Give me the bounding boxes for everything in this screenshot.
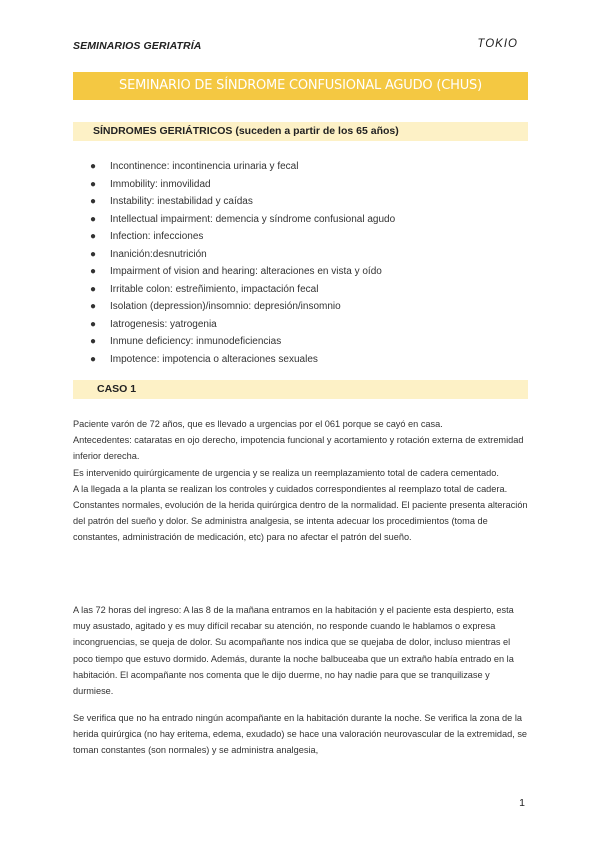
list-item <box>90 263 395 281</box>
list-item-text: Impotence: impotencia o alteraciones sexuales <box>110 353 318 365</box>
bullet-icon: ● <box>90 353 97 365</box>
list-item <box>90 298 395 316</box>
list-item-text: Incontinence: incontinencia urinaria y fecal <box>110 161 299 172</box>
bullet-icon: ● <box>90 283 97 295</box>
list-item <box>90 246 395 264</box>
list-item <box>90 351 395 369</box>
section-heading-sindromes: SÍNDROMES GERIÁTRICOS (suceden a partir de los 65 años) <box>73 122 528 141</box>
list-item <box>90 158 395 176</box>
bullet-icon: ● <box>90 266 97 277</box>
list-item-text: Intellectual impairment: demencia y síndrome confusional agudo <box>110 213 396 225</box>
bullet-icon: ● <box>90 161 97 172</box>
bullet-icon: ● <box>90 231 97 242</box>
list-item <box>90 228 395 246</box>
list-item-text: Isolation (depression)/insomnio: depresión/insomnio <box>110 301 341 312</box>
section-heading-caso-1: CASO 1 <box>73 380 528 399</box>
list-item <box>90 316 395 334</box>
list-item-text: Impairment of vision and hearing: alteraciones en vista y oído <box>110 266 382 277</box>
case-paragraph-intro: Paciente varón de 72 años, que es llevado a urgencias por el 061 porque se cayó en casa. Antecedentes: cataratas en ojo derecho, impotencia funcional y acortamiento y rotación externa de extremidad inferior derecha. Es intervenido quirúrgicamente de urgencia y se realiza un reemplazamiento total de cadera cementado. A la llegada a la planta se realizan los controles y cuidados correspondientes al reemplazo total de cadera. Constantes normales, evolución de la herida quirúrgica dentro de la normalidad. El paciente presenta alteración del patrón del sueño y dolor. Se administra analgesia, se intenta adecuar los procedimientos (toma de constantes, administración de medicación, etc) para no afectar el patrón del sueño. <box>73 419 528 543</box>
bullet-icon: ● <box>90 336 97 347</box>
list-item-text: Inmune deficiency: inmunodeficiencias <box>110 336 282 347</box>
bullet-icon: ● <box>90 213 97 225</box>
bullet-icon: ● <box>90 196 97 207</box>
case-paragraph-verification: Se verifica que no ha entrado ningún acompañante en la habitación durante la noche. Se verifica la zona de la herida quirúrgica (no hay eritema, edema, exudado) se hace una valoración neurovascular de la extremidad, se toman constantes (son normales) y se administra analgesia, <box>73 713 528 756</box>
list-item <box>90 176 395 194</box>
list-item <box>90 281 395 299</box>
bullet-icon: ● <box>90 178 97 190</box>
list-item-text: Instability: inestabilidad y caídas <box>110 196 253 207</box>
header-left-title: SEMINARIOS GERIATRÍA <box>73 40 202 52</box>
syndromes-list <box>90 158 395 368</box>
page-number: 1 <box>519 797 525 809</box>
bullet-icon: ● <box>90 318 97 330</box>
list-item-text: Iatrogenesis: yatrogenia <box>110 318 217 330</box>
bullet-icon: ● <box>90 301 97 312</box>
list-item-text: Inanición:desnutrición <box>110 248 207 260</box>
document-title-banner: SEMINARIO DE SÍNDROME CONFUSIONAL AGUDO (CHUS) <box>73 72 528 100</box>
header-right-label: TOKIO <box>477 38 518 50</box>
bullet-icon: ● <box>90 248 97 260</box>
list-item <box>90 193 395 211</box>
case-paragraph-72h: A las 72 horas del ingreso: A las 8 de la mañana entramos en la habitación y el paciente esta despierto, esta muy asustado, agitado y es muy difícil recabar su atención, no responde cuando le hablamos o expresa incongruencias, se queja de dolor. Su acompañante nos indica que se quejaba de dolor, incluso mientras el poco tiempo que estuvo dormido. Además, durante la noche balbuceaba que un extraño había entrado en la habitación. El acompañante nos comenta que le dijo duerme, no hay nadie para que se tranquilizase y durmiese. <box>73 605 514 697</box>
list-item-text: Irritable colon: estreñimiento, impactación fecal <box>110 283 319 295</box>
list-item <box>90 333 395 351</box>
list-item-text: Immobility: inmovilidad <box>110 178 211 190</box>
list-item <box>90 211 395 229</box>
list-item-text: Infection: infecciones <box>110 231 204 242</box>
